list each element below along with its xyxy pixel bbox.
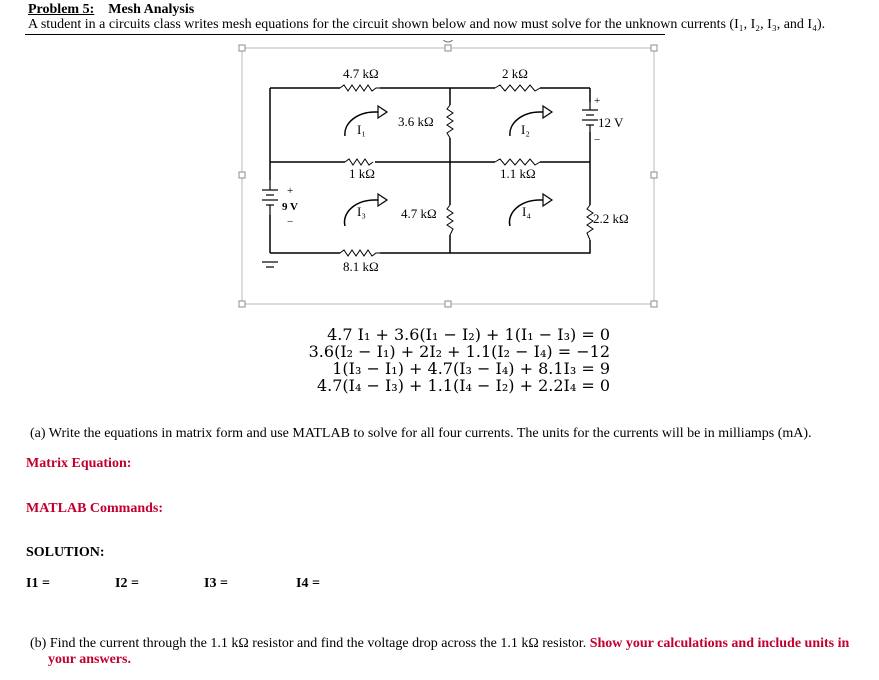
label-v-left: 9 V [282,201,298,213]
matlab-commands-label: MATLAB Commands: [26,501,164,516]
answer-i4: I4 = [296,576,320,591]
matrix-equation-label: Matrix Equation: [26,456,132,471]
label-minus-9v: − [287,216,294,228]
rotate-handle[interactable] [442,40,454,42]
part-b-emphasis: Show your calculations and include units in [589,636,850,651]
label-r-mid-upper: 3.6 kΩ [398,114,434,129]
ground-symbol [262,262,278,267]
problem-number: Problem 5: [28,2,95,17]
label-i1: I₁ [357,122,366,137]
label-i4: I₄ [522,204,531,219]
resistor-top-right [495,85,540,91]
label-r-mid-lower: 4.7 kΩ [401,206,437,221]
selection-handles [239,45,657,307]
resistor-top-left [340,85,381,91]
label-r-right-middle: 1.1 kΩ [500,166,536,181]
problem-intro: A student in a circuits class writes mesh equations for the circuit shown below and now must solve for the unknown currents (I₁, I₂, I₃, and I₄). [28,17,826,32]
heading-rule [25,34,665,35]
circuit-diagram [235,40,660,310]
mesh-equations [300,326,610,394]
equation-1: 4.7 I₁ + 3.6(I₁ − I₂) + 1(I₁ − I₃) = 0 [327,325,610,344]
part-a-prompt: (a) Write the equations in matrix form and use MATLAB to solve for all four currents. The units for the currents will be in milliamps (mA). [30,426,812,441]
resistor-mid-upper [447,105,453,138]
part-b-emphasis-cont: your answers. [48,652,131,667]
label-plus-9v: + [287,185,294,197]
label-r-left-middle: 1 kΩ [349,166,375,181]
part-b-prompt [30,636,875,668]
answer-i2: I2 = [115,576,139,591]
answer-i1: I1 = [26,576,50,591]
solution-label: SOLUTION: [26,545,105,560]
label-i3: I₃ [357,204,366,219]
label-i2: I₂ [521,122,530,137]
equation-3: 1(I₃ − I₁) + 4.7(I₃ − I₄) + 8.1I₃ = 9 [332,359,610,378]
label-minus-12v: − [594,134,601,146]
problem-heading [28,2,194,18]
resistor-mid-lower [447,205,453,235]
label-r-bottom: 8.1 kΩ [343,259,379,274]
label-plus-12v: + [594,95,601,107]
equation-2: 3.6(I₂ − I₁) + 2I₂ + 1.1(I₂ − I₄) = −12 [308,342,610,361]
label-r-top-left: 4.7 kΩ [343,66,379,81]
image-selection-frame [242,48,654,304]
resistor-left-middle [345,159,373,165]
resistor-bottom [340,250,381,256]
label-v-right: 12 V [598,115,624,130]
label-r-top-right: 2 kΩ [502,66,528,81]
equation-4: 4.7(I₄ − I₃) + 1.1(I₄ − I₂) + 2.2I₄ = 0 [316,376,610,395]
part-b-text: (b) Find the current through the 1.1 kΩ resistor and find the voltage drop across the 1.1 kΩ resistor. [30,636,590,651]
label-r-right-vertical: 2.2 kΩ [593,211,629,226]
battery-9v [262,180,278,215]
problem-title: Mesh Analysis [108,2,195,17]
answer-i3: I3 = [204,576,228,591]
resistor-right-middle [495,159,540,165]
